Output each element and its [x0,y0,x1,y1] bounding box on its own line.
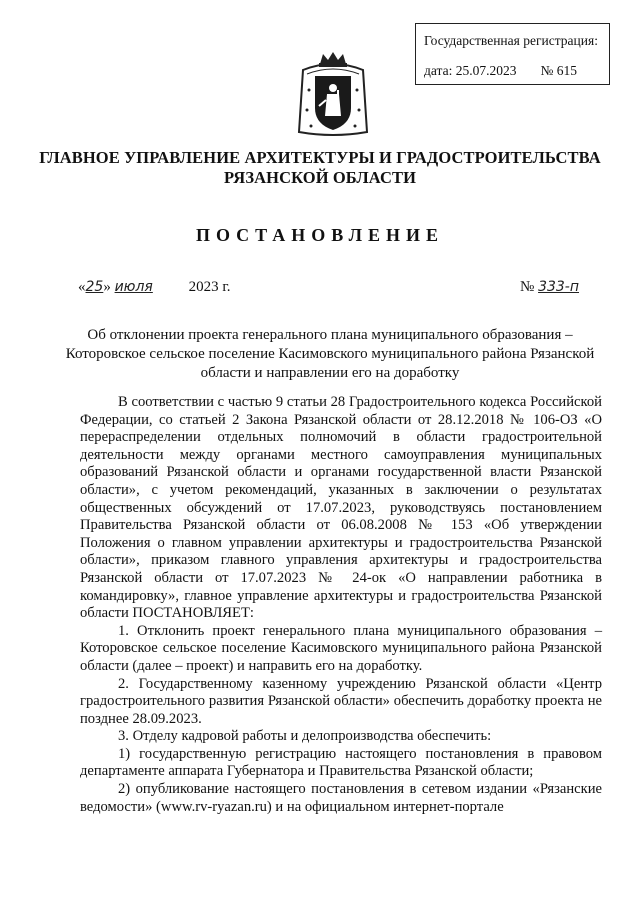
paragraph-item-3-2: 2) опубликование настоящего постановления в сетевом издании «Рязанские ведомости» (www.rv-ryazan.ru) и на официальном интернет-портале [80,781,602,815]
number-prefix: № [520,279,535,295]
registration-stamp [415,23,610,85]
document-body [80,394,602,816]
registration-label: Государственная регистрация: [424,33,598,48]
date-open-quote: « [78,279,86,295]
organization-title-line1: ГЛАВНОЕ УПРАВЛЕНИЕ АРХИТЕКТУРЫ И ГРАДОСТРОИТЕЛЬСТВА [39,148,601,167]
date-day: 25 [85,279,104,295]
paragraph-preamble: В соответствии с частью 9 статьи 28 Градостроительного кодекса Российской Федерации, со статьей 2 Закона Рязанской области от 28.12.2018 № 106-ОЗ «О перераспределении отдельных полномочий в области градостроительной деятельности между органами местного самоуправления муниципальных образований Рязанской области и органами государственной власти Рязанской области», с учетом рекомендаций, указанных в заключении о результатах общественных обсуждений от 17.07.2023, руководствуясь постановлением Правительства Рязанской области от 06.08.2008 № 153 «Об утверждении Положения о главном управлении архитектуры и градостроительства Рязанской области», приказом главного управления архитектуры и градостроительства Рязанской области от 17.07.2023 № 24-ок «О направлении работника в командировку», главное управление архитектуры и градостроительства Рязанской области ПОСТАНОВЛЯЕТ: [80,394,602,622]
registration-details [424,62,609,80]
registration-date: дата: 25.07.2023 [424,63,517,78]
organization-title-line2: РЯЗАНСКОЙ ОБЛАСТИ [223,168,417,187]
paragraph-item-2: 2. Государственному казенному учреждению Рязанской области «Центр градостроительного развития Рязанской области» обеспечить доработку проекта не позднее 28.09.2023. [80,675,602,727]
paragraph-item-1: 1. Отклонить проект генерального плана муниципального образования – Которовское сельское поселение Касимовского муниципального района Рязанской области (далее – проект) и направить его на доработку. [80,622,602,674]
date-month: июля [114,279,153,295]
number-value: 333-п [538,279,579,295]
coat-of-arms-icon [293,50,373,138]
date-year: 2023 г. [188,279,231,295]
date-close-quote: » [103,279,111,295]
paragraph-item-3-1: 1) государственную регистрацию настоящего постановления в правовом департаменте аппарата Губернатора и Правительства Рязанской области; [80,745,602,780]
organization-title [0,148,640,188]
registration-number: № 615 [540,63,577,78]
document-title: ПОСТАНОВЛЕНИЕ [195,225,445,245]
document-subject: Об отклонении проекта генерального плана муниципального образования – Которовское сельское поселение Касимовского муниципального района Рязанской области и направлении его на доработку [65,327,595,381]
document-date [78,279,231,296]
paragraph-item-3: 3. Отделу кадровой работы и делопроизводства обеспечить: [118,728,492,745]
document-number [520,279,579,296]
